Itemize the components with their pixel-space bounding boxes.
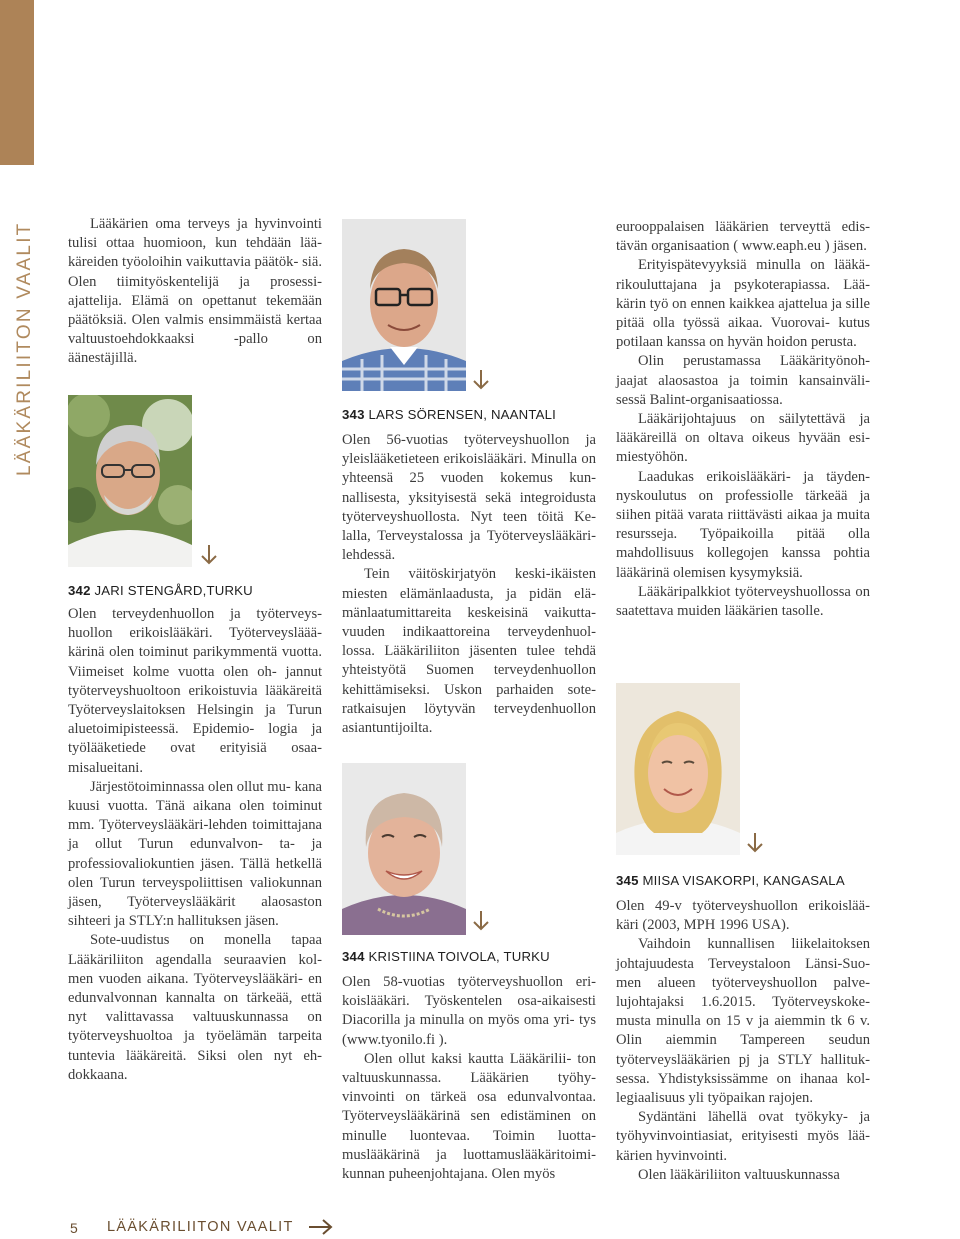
candidate-paragraph: Olen lääkäriliiton valtuuskunnassa	[638, 1166, 840, 1183]
candidate-344-text	[342, 973, 596, 1184]
candidate-paragraph: Tein väitöskirjatyön keski-ikäisten miesten elämänlaadusta, ja pidän elä- mänlaatumittareita keskeisinä vaikutta- vuuden indikaattoreina terveydenhuol- lossa. Lääkäriliiton jäsenten tulee tehdä yhteistyötä Suomen terveydenhuollon kehittämiseksi. Uskon parhaiden sote- ratkaisujen löytyvän terveydenhuollon asiantuntijoilta.	[342, 566, 596, 737]
candidate-name: MIISA VISAKORPI, KANGASALA	[642, 873, 845, 888]
page-number: 5	[70, 1220, 78, 1236]
arrow-down-icon	[746, 832, 764, 854]
column-3-continued-text	[616, 218, 870, 621]
candidate-paragraph: Sydäntäni lähellä ovat työkyky- ja työhyvinvointiasiat, erityisesti myös lää- kärien hyvinvointi.	[616, 1109, 870, 1164]
candidate-345-photo	[616, 683, 740, 855]
candidate-342-heading	[68, 583, 253, 598]
continued-paragraph: Laadukas erikoislääkäri- ja täyden- nyskoulutus on professiolle tärkeää ja siihen pitää varata riittävästi aikaa ja muita resursseja. Työpaikoilla pitää olla mahdollisuus kollegojen kanssa pohtia lääkärinä olemisen kysymyksiä.	[616, 468, 870, 581]
candidate-paragraph: Olen 56-vuotias työterveyshuollon ja yleislääketieteen erikoislääkäri. Minulla on yhteensä 25 vuoden kokemus kun- nallisesta, yksityisestä sekä integroidusta työterveyshuollosta. Nyt teen töitä Ke- lalla, Terveystalossa ja Työterveyslääkäri- lehdessä.	[342, 432, 596, 564]
candidate-343-photo	[342, 219, 466, 391]
candidate-343-heading	[342, 407, 556, 422]
candidate-number: 344	[342, 949, 365, 964]
side-color-bar	[0, 0, 34, 165]
continued-paragraph: Lääkärijohtajuus on säilytettävä ja lääkäreillä on oltava oikeus hyvään esi- miestyöhön.	[616, 411, 870, 466]
continued-paragraph: Erityispätevyyksiä minulla on lääkä- rikouluttajana ja psykoterapiassa. Lää- kärin työ on ennen kaikkea ajattelua ja sille pitää olla työssä aikaa. Vuorovai- kutus potilaan kanssa on hyvän hoidon perusta.	[616, 257, 870, 351]
continued-paragraph: Lääkäripalkkiot työterveyshuollossa on saatettava muiden lääkärien tasolle.	[616, 583, 870, 620]
candidate-name: KRISTIINA TOIVOLA, TURKU	[368, 949, 550, 964]
candidate-name: LARS SÖRENSEN, NAANTALI	[368, 407, 557, 422]
candidate-paragraph: Järjestötoiminnassa olen ollut mu- kana kuusi vuotta. Tänä aikana olen toiminut mm. Työterveyslääkäri-lehden toimittajana ja ollut Turun edunvalvon- ta- ja professiovaliokuntien jäsen. Tällä hetkellä olen Turun terveyspoliittisen valiokunnan jäsen, Työterveyslääkärit alaosaston sihteeri ja STLY:n hallituksen jäsen.	[68, 778, 322, 930]
candidate-345-heading	[616, 873, 845, 888]
column-1-intro	[68, 215, 322, 369]
candidate-number: 345	[616, 873, 639, 888]
section-title-vertical: LÄÄKÄRILIITON VAALIT	[14, 221, 35, 476]
arrow-down-icon	[200, 544, 218, 566]
candidate-paragraph: Olen ollut kaksi kautta Lääkärilii- ton valtuuskunnassa. Lääkärien työhy- vinvointi on tärkeä osa edunvalvontaa. Työterveyslääkärinä sen edistäminen on minulle luontevaa. Toimin luotta- muslääkärinä ja luottamuslääkäritoimi- kunnan puheenjohtajana. Olen myös	[342, 1050, 596, 1183]
footer-title: LÄÄKÄRILIITON VAALIT	[107, 1219, 294, 1235]
arrow-down-icon	[472, 369, 490, 391]
candidate-342-photo	[68, 395, 192, 567]
candidate-342-text	[68, 605, 322, 1085]
continued-paragraph: eurooppalaisen lääkärien terveyttä edis- tävän organisaation ( www.eaph.eu ) jäsen.	[616, 219, 870, 255]
candidate-345-text	[616, 897, 870, 1185]
candidate-343-text	[342, 431, 596, 738]
continued-paragraph: Olin perustamassa Lääkärityönoh- jaajat alaosastoa ja toimin kansainväli- sessä Balint-organisaatiossa.	[616, 353, 870, 408]
candidate-number: 342	[68, 583, 91, 598]
candidate-name: JARI STENGÅRD,TURKU	[94, 583, 253, 598]
candidate-number: 343	[342, 407, 365, 422]
candidate-paragraph: Olen 49-v työterveyshuollon erikoislää- käri (2003, MPH 1996 USA).	[616, 898, 870, 934]
arrow-down-icon	[472, 910, 490, 932]
intro-paragraph: Lääkärien oma terveys ja hyvinvointi tulisi ottaa huomioon, kun tehdään lää- käreiden työoloihin vaikuttavia päätök- siä. Olen tiimityöskentelijä ja prosessi- ajattelija. Elämä on opettanut tekemään päätöksiä. Olen valmis ensimmäistä kertaa valtuustoehdokkaaksi -pallo on äänestäjillä.	[68, 216, 322, 367]
candidate-paragraph: Vaihdoin kunnallisen liikelaitoksen johtajuudesta Terveystaloon Länsi-Suo- men alueen työterveyshuollon palve- lujohtajaksi 1.6.2015. Työterveyskoke- musta minulla on 15 v ja aiemmin tk 6 v. Olin aiemmin Tampereen seudun työterveyslääkärien pj ja STLY hallituk- sessa. Yhdistyksissämme on ihanaa kol- legiaalisuus yli työpaikan rajojen.	[616, 936, 870, 1107]
candidate-paragraph: Sote-uudistus on monella tapaa Lääkäriliiton agendalla seuraavien kol- men vuoden aikana. Työterveyslääkäri- en edunvalvonnan kannalta on tärkeää, että nyt valittavassa valtuuskunnassa on työterveyshuoltoa ja työelämän tarpeita tuntevia lääkäreitä. Siksi olen nyt eh- dokkaana.	[68, 932, 322, 1083]
arrow-right-icon	[308, 1218, 334, 1236]
candidate-344-photo	[342, 763, 466, 935]
candidate-paragraph: Olen 58-vuotias työterveyshuollon eri- koislääkäri. Työskentelen osa-aikaisesti Diacorilla ja minulla on myös oma yri- tys (www.tyonilo.fi ).	[342, 974, 596, 1048]
candidate-344-heading	[342, 949, 550, 964]
candidate-paragraph: Olen terveydenhuollon ja työterveys- huollon erikoislääkäri. Työterveysläää- kärinä olen toiminut parikymmentä vuotta. Viimeiset kolme vuotta olen oh- jannut työterveyshuoltoon erikoistuvia lääkäreitä Työterveyslaitoksen Helsingin ja Turun aluetoimipisteessä. Epidemio- logia ja työlääketiede ovat erityisiä osaa- misalueitani.	[68, 606, 322, 776]
